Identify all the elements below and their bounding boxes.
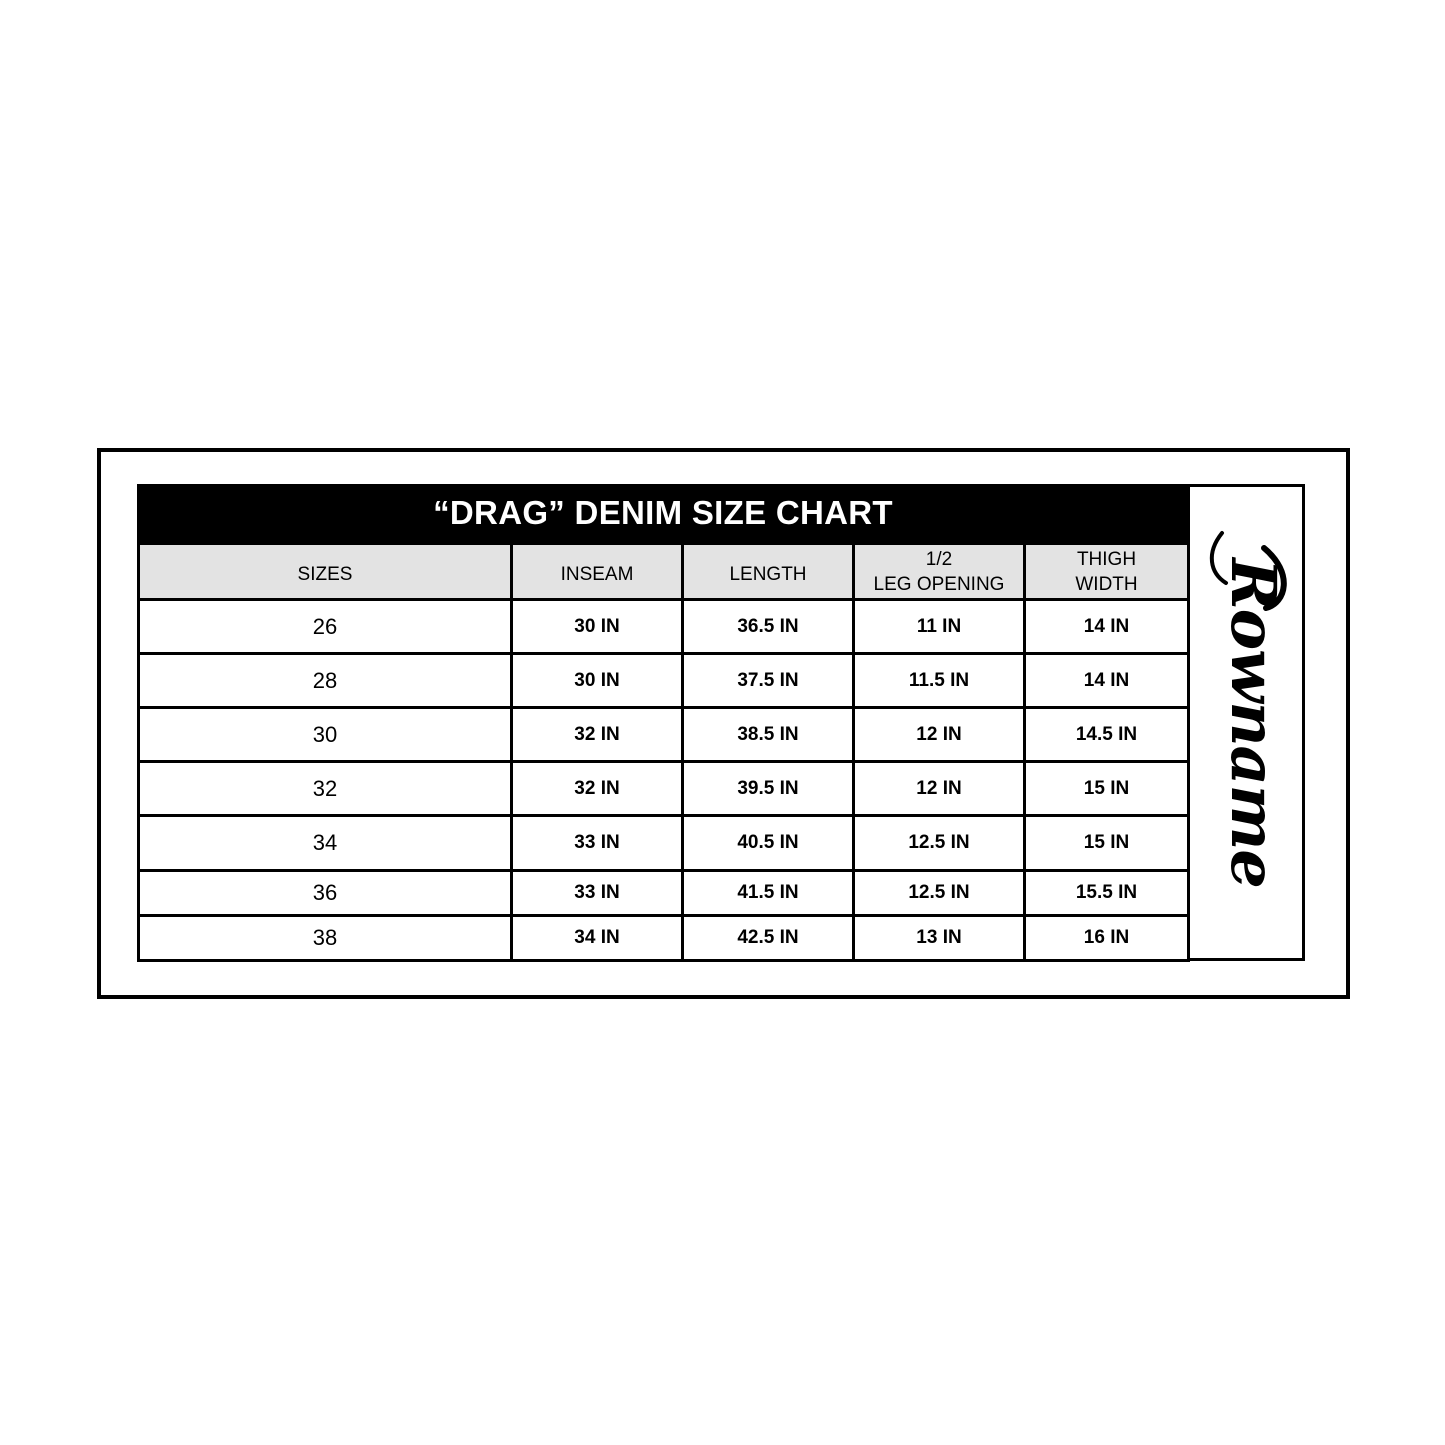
inseam-cell: 34 IN (512, 916, 683, 961)
size-cell: 36 (139, 871, 512, 916)
header-inseam: INSEAM (512, 544, 683, 600)
table-row (139, 654, 1189, 708)
leg-opening-cell: 12 IN (854, 708, 1025, 762)
inseam-cell: 33 IN (512, 871, 683, 916)
thigh-width-cell: 16 IN (1025, 916, 1189, 961)
brand-logo-icon (1190, 487, 1302, 958)
size-cell: 38 (139, 916, 512, 961)
leg-opening-cell: 13 IN (854, 916, 1025, 961)
size-cell: 28 (139, 654, 512, 708)
inseam-cell: 32 IN (512, 708, 683, 762)
inseam-cell: 30 IN (512, 654, 683, 708)
leg-opening-cell: 12 IN (854, 762, 1025, 816)
header-length: LENGTH (683, 544, 854, 600)
table-row (139, 816, 1189, 871)
length-cell: 41.5 IN (683, 871, 854, 916)
size-cell: 32 (139, 762, 512, 816)
thigh-width-cell: 15.5 IN (1025, 871, 1189, 916)
thigh-width-cell: 15 IN (1025, 816, 1189, 871)
thigh-width-cell: 15 IN (1025, 762, 1189, 816)
leg-opening-cell: 11.5 IN (854, 654, 1025, 708)
inseam-cell: 30 IN (512, 600, 683, 654)
size-cell: 34 (139, 816, 512, 871)
chart-title: “DRAG” DENIM SIZE CHART (137, 484, 1189, 542)
length-cell: 37.5 IN (683, 654, 854, 708)
table-row (139, 708, 1189, 762)
leg-opening-cell: 11 IN (854, 600, 1025, 654)
header-sizes: SIZES (139, 544, 512, 600)
svg-text:Rowname: Rowname (1217, 558, 1290, 888)
table-row (139, 916, 1189, 961)
length-cell: 38.5 IN (683, 708, 854, 762)
header-thigh-width: THIGH WIDTH (1025, 544, 1189, 600)
inseam-cell: 32 IN (512, 762, 683, 816)
brand-logo-panel (1187, 484, 1305, 961)
length-cell: 40.5 IN (683, 816, 854, 871)
leg-opening-cell: 12.5 IN (854, 871, 1025, 916)
inseam-cell: 33 IN (512, 816, 683, 871)
size-cell: 30 (139, 708, 512, 762)
length-cell: 39.5 IN (683, 762, 854, 816)
thigh-width-cell: 14.5 IN (1025, 708, 1189, 762)
size-table (137, 542, 1190, 962)
table-row (139, 871, 1189, 916)
length-cell: 42.5 IN (683, 916, 854, 961)
length-cell: 36.5 IN (683, 600, 854, 654)
header-leg-opening: 1/2 LEG OPENING (854, 544, 1025, 600)
header-row (139, 544, 1189, 600)
leg-opening-cell: 12.5 IN (854, 816, 1025, 871)
table-row (139, 600, 1189, 654)
thigh-width-cell: 14 IN (1025, 654, 1189, 708)
thigh-width-cell: 14 IN (1025, 600, 1189, 654)
size-cell: 26 (139, 600, 512, 654)
table-row (139, 762, 1189, 816)
